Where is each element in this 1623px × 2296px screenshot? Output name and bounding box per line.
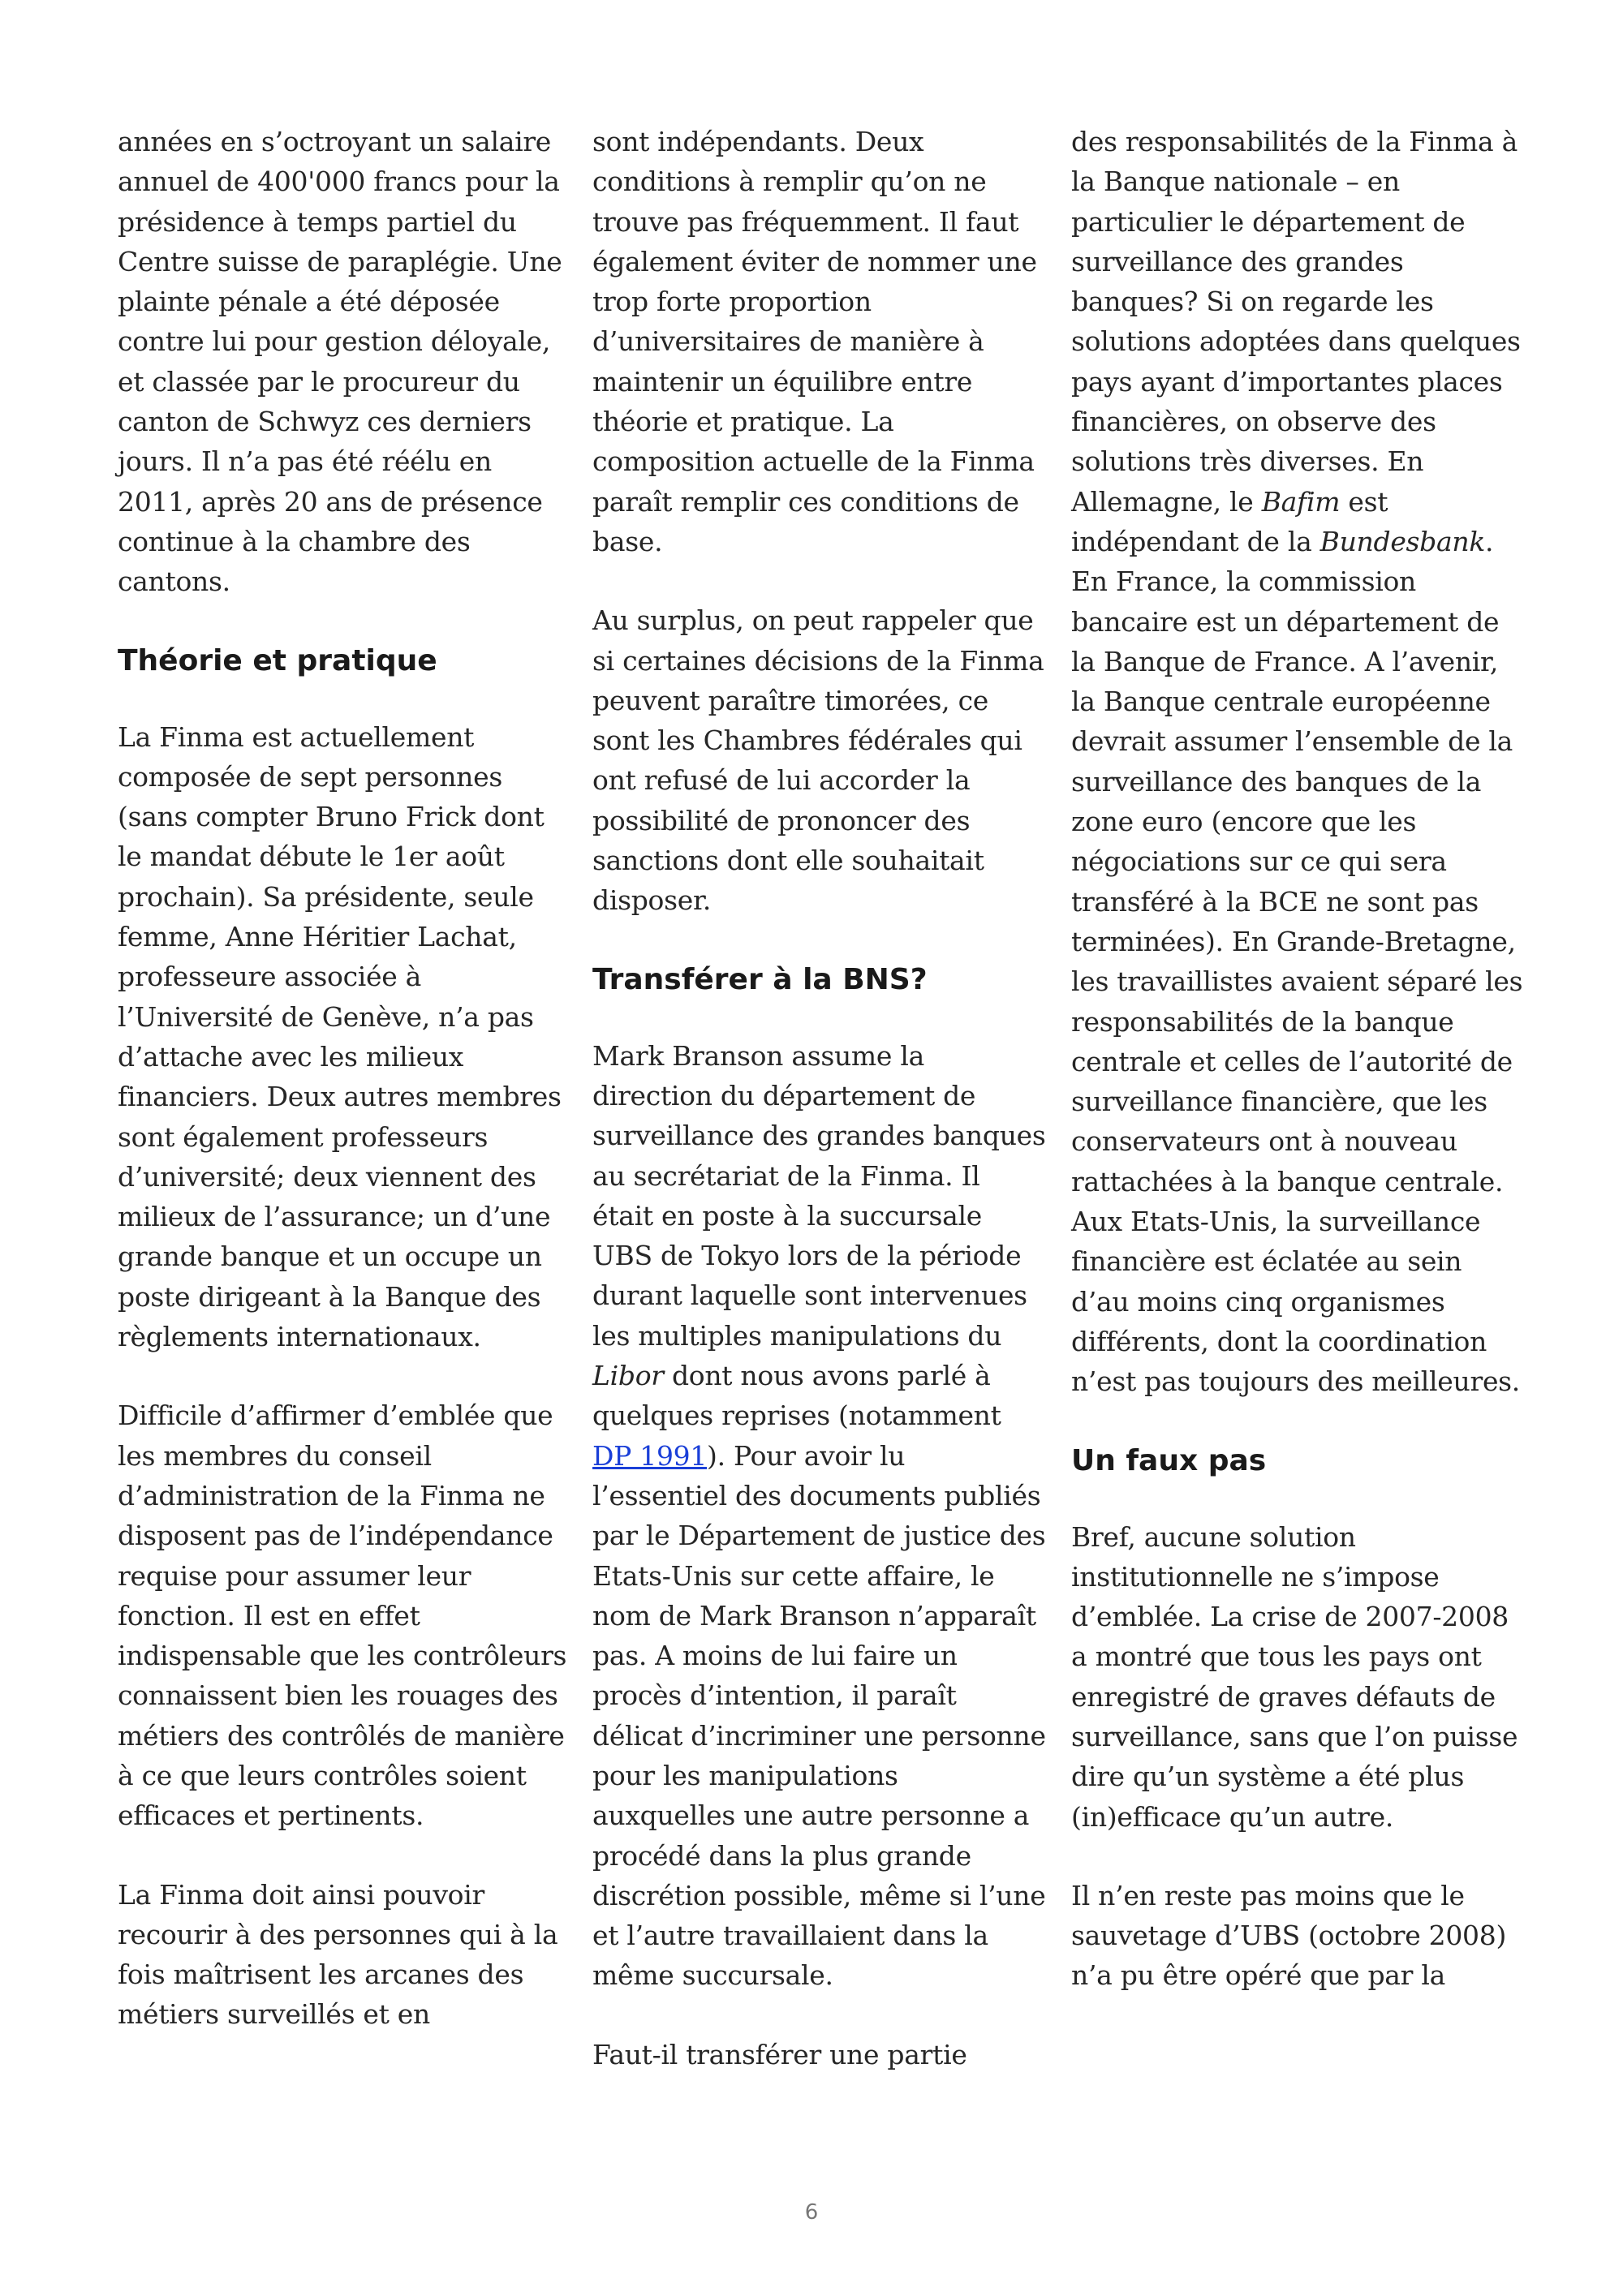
section-heading-un-faux-pas: Un faux pas [1071, 1443, 1267, 1477]
paragraph: La Finma est actuellement composée de sept personnes (sans compter Bruno Frick dont le mandat débute le 1er août prochain). Sa présidente, seule femme, Anne Héritier Lachat, professeure associée à l’Université de Genève, n’a pas d’attache avec les milieux financiers. Deux autres membres sont également professeurs d’université; deux viennent des milieux de l’assurance; un d’une grande banque et un occupe un poste dirigeant à la Banque des règlements internationaux. [118, 720, 562, 1353]
paragraph: Il n’en reste pas moins que le sauvetage d’UBS (octobre 2008) n’a pu être opéré que par la [1071, 1879, 1507, 1992]
page-number: 6 [804, 2200, 819, 2225]
text-run: Mark Branson assume la direction du département de surveillance des grandes banques au secrétariat de la Finma. Il était en poste à la succursale UBS de Tokyo lors de la période durant laquelle sont intervenues les multiples manipulations du [592, 1039, 1046, 1352]
paragraph: La Finma doit ainsi pouvoir recourir à des personnes qui à la fois maîtrisent les arcanes des métiers surveillés et en [118, 1878, 558, 2031]
paragraph: Au surplus, on peut rappeler que si certaines décisions de la Finma peuvent paraître timorées, ce sont les Chambres fédérales qui ont refusé de lui accorder la possibilité de prononcer des sanctions dont elle souhaitait disposer. [592, 604, 1044, 917]
column-middle [592, 122, 1047, 2113]
column-left [118, 122, 572, 2074]
column-right [1071, 122, 1526, 2035]
paragraph: Bref, aucune solution institutionnelle ne s’impose d’emblée. La crise de 2007-2008 a montré que tous les pays ont enregistré de graves défauts de surveillance, sans que l’on puisse dire qu’un système a été plus (in)efficace qu’un autre. [1071, 1520, 1518, 1833]
text-run: des responsabilités de la Finma à la Banque nationale – en particulier le département de surveillance des grandes banques? Si on regarde les solutions adoptées dans quelques pays ayant d’importantes places financières, on observe des solutions très diverses. En Allemagne, le [1071, 126, 1521, 518]
section-heading-theorie-et-pratique: Théorie et pratique [118, 643, 437, 677]
italic-term-bundesbank: Bundesbank [1319, 525, 1486, 557]
paragraph [1071, 122, 1526, 1402]
paragraph [592, 1036, 1047, 1996]
italic-term-libor: Libor [592, 1360, 664, 1392]
text-run: ). Pour avoir lu l’essentiel des documents publiés par le Département de justice des Etats-Unis sur cette affaire, le nom de Mark Branson n’apparaît pas. A moins de lui faire un procès d’intention, il paraît délicat d’incriminer une personne pour les manipulations auxquelles une autre personne a procédé dans la plus grande discrétion possible, même si l’une et l’autre travaillaient dans la même succursale. [592, 1439, 1046, 1992]
section-heading-transferer-a-la-bns: Transférer à la BNS? [592, 962, 928, 996]
paragraph: sont indépendants. Deux conditions à remplir qu’on ne trouve pas fréquemment. Il faut également éviter de nommer une trop forte proportion d’universitaires de manière à maintenir un équilibre entre théorie et pratique. La composition actuelle de la Finma paraît remplir ces conditions de base. [592, 126, 1037, 557]
paragraph: Difficile d’affirmer d’emblée que les membres du conseil d’administration de la Finma ne disposent pas de l’indépendance requise pour assumer leur fonction. Il est en effet indispensable que les contrôleurs connaissent bien les rouages des métiers des contrôlés de manière à ce que leurs contrôles soient efficaces et pertinents. [118, 1400, 567, 1832]
italic-term-bafim: Bafim [1261, 485, 1341, 518]
paragraph: Faut-il transférer une partie [592, 2038, 967, 2070]
link-dp-1991[interactable]: DP 1991 [592, 1439, 708, 1472]
text-run: est indépendant de la [1071, 485, 1388, 557]
text-run: dont nous avons parlé à quelques reprises (notamment [592, 1360, 1001, 1432]
text-run: . En France, la commission bancaire est un département de la Banque de France. A l’avenir, la Banque centrale européenne devrait assumer l’ensemble de la surveillance des banques de la zone euro (encore que les négociations sur ce qui sera transféré à la BCE ne sont pas terminées). En Grande-Bretagne, les travaillistes avaient séparé les responsabilités de la banque centrale et celles de l’autorité de surveillance financière, que les conservateurs ont à nouveau rattachées à la banque centrale. Aux Etats-Unis, la surveillance financière est éclatée au sein d’au moins cinq organismes différents, dont la coordination n’est pas toujours des meilleures. [1071, 525, 1523, 1398]
paragraph: années en s’octroyant un salaire annuel de 400'000 francs pour la présidence à temps partiel du Centre suisse de paraplégie. Une plainte pénale a été déposée contre lui pour gestion déloyale, et classée par le procureur du canton de Schwyz ces derniers jours. Il n’a pas été réélu en 2011, après 20 ans de présence continue à la chambre des cantons. [118, 126, 562, 598]
